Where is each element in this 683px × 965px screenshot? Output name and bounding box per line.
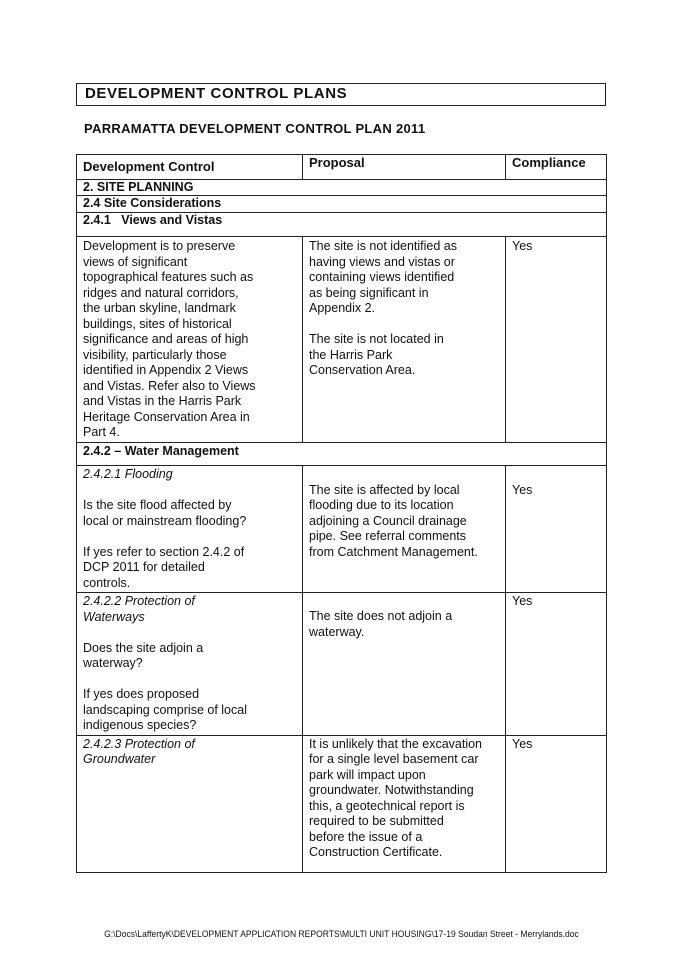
views-heading: 2.4.1 Views and Vistas [77,212,607,237]
text-line: having views and vistas or [309,254,455,269]
text-line: It is unlikely that the excavation [309,736,483,751]
groundwater-title: 2.4.2.3 Protection of [83,736,195,751]
text-line: and Vistas in the Harris Park [83,394,242,408]
flooding-compliance-cell [506,466,607,593]
text-line: The site is affected by local [309,482,460,497]
text-line: significance and areas of high [83,332,249,346]
text-line: Heritage Conservation Area in [83,409,250,424]
text-line: required to be submitted [309,814,444,828]
col-header-control: Development Control [77,155,303,180]
text-line: indigenous species? [83,718,197,732]
text-line: ridges and natural corridors, [83,285,239,300]
plan-heading: PARRAMATTA DEVELOPMENT CONTROL PLAN 2011 [84,121,426,136]
text-line: Appendix 2. [309,301,376,315]
flooding-compliance: Yes [512,482,533,497]
text-line: groundwater. Notwithstanding [309,783,474,797]
section-heading: 2. SITE PLANNING [77,179,607,196]
text-line: If yes refer to section 2.4.2 of [83,544,245,559]
text-line: the urban skyline, landmark [83,301,236,315]
text-line: The site does not adjoin a [309,609,453,623]
text-line: park will impact upon [309,767,426,782]
groundwater-proposal-cell [303,735,506,872]
text-line: Construction Certificate. [309,845,443,859]
subsection-heading: 2.4 Site Considerations [77,196,607,213]
flooding-proposal-cell [303,466,506,593]
text-line: The site is not located in [309,332,444,346]
text-line: buildings, sites of historical [83,316,232,331]
col-header-compliance: Compliance [506,155,607,180]
text-line: as being significant in [309,285,429,300]
subsection-row [77,196,607,213]
paragraph-gap [309,467,499,483]
control-table [76,154,607,873]
page-title: DEVELOPMENT CONTROL PLANS [85,85,348,102]
groundwater-compliance: Yes [506,735,607,872]
text-line: identified in Appendix 2 Views [83,363,249,377]
text-line: flooding due to its location [309,498,454,512]
text-line: landscaping comprise of local [83,702,247,717]
text-line: containing views identified [309,270,455,284]
page-title-box [76,83,606,106]
paragraph-gap [83,672,296,688]
groundwater-title: Groundwater [83,752,156,766]
views-heading-row [77,212,607,237]
waterways-title: Waterways [83,609,145,624]
paragraph-gap [309,317,499,333]
paragraph-gap [83,483,296,499]
views-proposal-cell [303,237,506,443]
views-compliance: Yes [506,237,607,443]
section-row [77,179,607,196]
text-line: Conservation Area. [309,363,416,377]
views-control-cell [77,237,303,443]
waterways-title: 2.4.2.2 Protection of [83,594,195,608]
waterways-compliance: Yes [506,593,607,736]
text-line: Part 4. [83,425,120,439]
text-line: local or mainstream flooding? [83,513,247,528]
text-line: If yes does proposed [83,687,200,701]
water-heading: 2.4.2 – Water Management [77,442,607,466]
text-line: waterway? [83,656,143,670]
text-line: views of significant [83,254,188,269]
waterways-control-cell [77,593,303,736]
text-line: Development is to preserve [83,239,236,253]
text-line: before the issue of a [309,829,423,844]
table-row [77,466,607,593]
flooding-title: 2.4.2.1 Flooding [83,467,173,481]
table-header-row [77,155,607,180]
text-line: adjoining a Council drainage [309,513,467,528]
text-line: waterway. [309,624,365,639]
col-header-proposal: Proposal [303,155,506,180]
paragraph-gap [83,529,296,545]
text-line: DCP 2011 for detailed [83,560,205,574]
text-line: visibility, particularly those [83,347,227,362]
text-line: for a single level basement car [309,752,479,766]
text-line: topographical features such as [83,270,254,284]
footer-file-path: G:\Docs\LaffertyK\DEVELOPMENT APPLICATION REPORTS\MULTI UNIT HOUSING\17-19 Soudan Street - Merrylands.doc [104,929,579,940]
text-line: and Vistas. Refer also to Views [83,378,256,393]
waterways-proposal-cell [303,593,506,736]
paragraph-gap [83,625,296,641]
text-line: Does the site adjoin a [83,640,204,655]
text-line: The site is not identified as [309,239,457,253]
text-line: controls. [83,575,131,590]
text-line: pipe. See referral comments [309,529,467,543]
paragraph-gap [512,467,600,483]
text-line: Is the site flood affected by [83,498,232,512]
table-row [77,593,607,736]
flooding-control-cell [77,466,303,593]
text-line: this, a geotechnical report is [309,798,465,813]
text-line: from Catchment Management. [309,544,478,559]
table-row [77,237,607,443]
water-heading-row [77,442,607,466]
groundwater-control-cell [77,735,303,872]
table-row [77,735,607,872]
text-line: the Harris Park [309,347,393,362]
